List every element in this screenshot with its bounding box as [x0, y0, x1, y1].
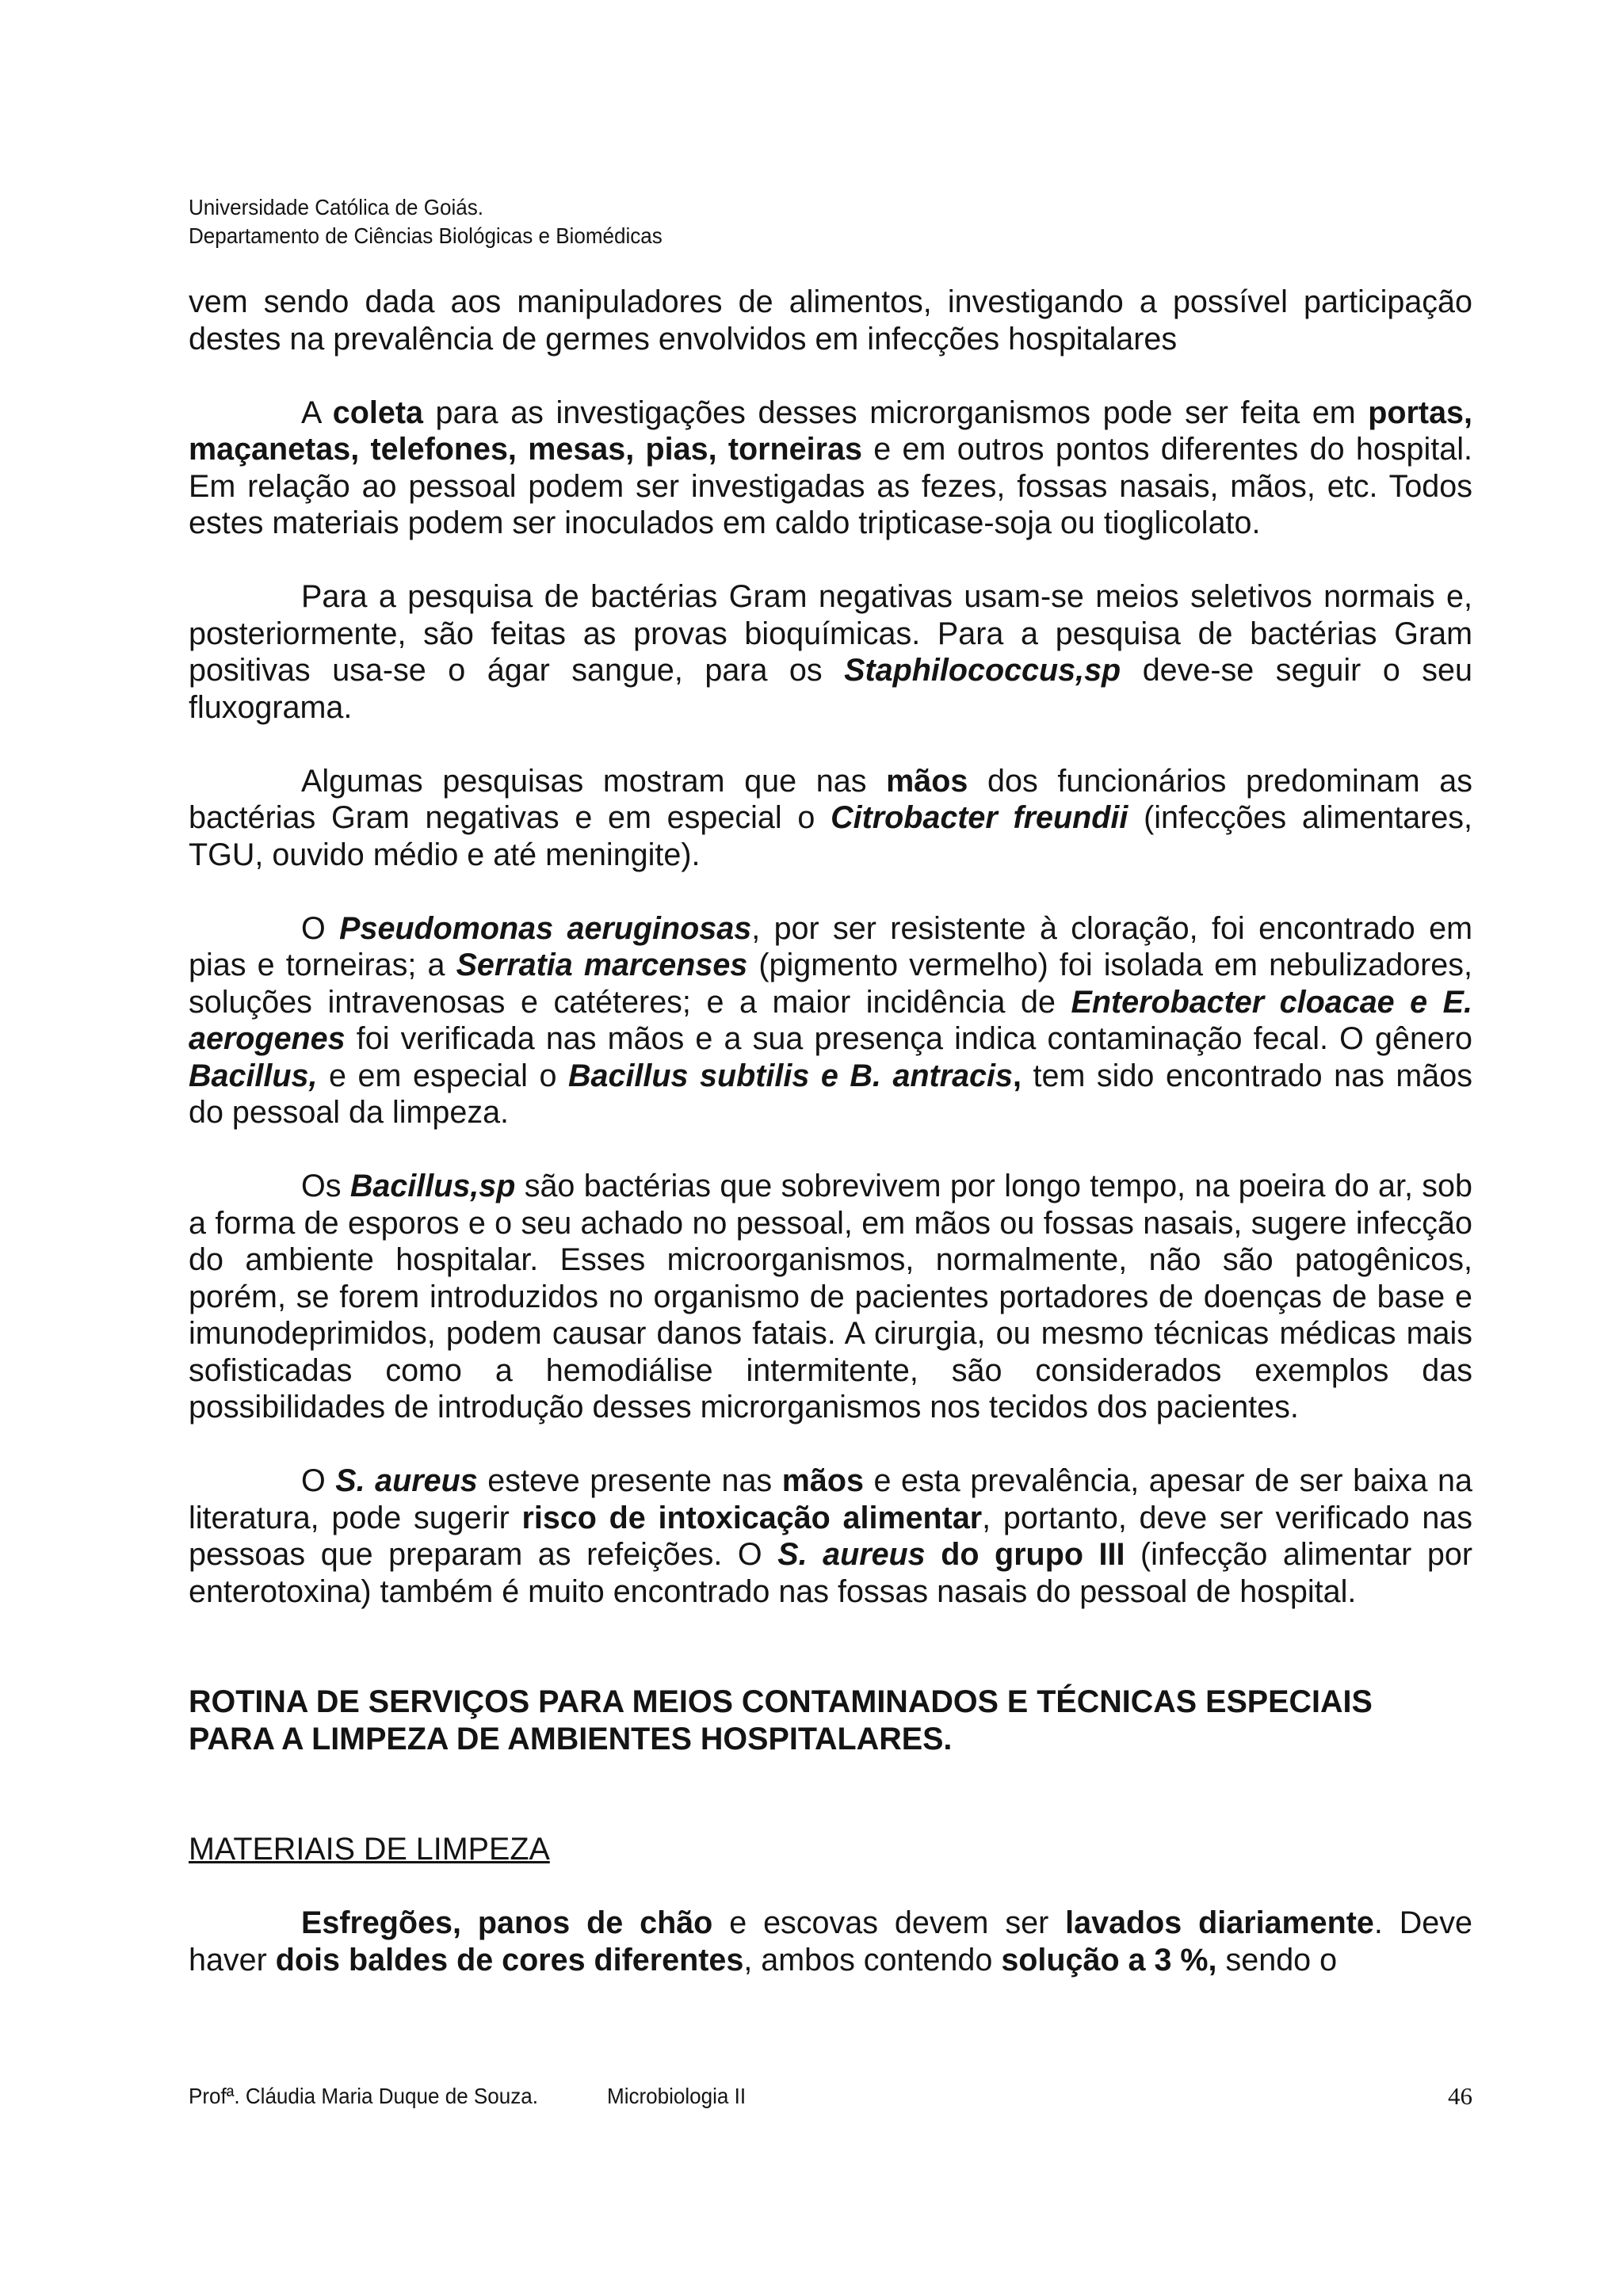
text-run: e esta prevalência, apesar de ser baixa na literatura, pode sugerir	[189, 1463, 1472, 1535]
paragraph-5	[189, 910, 1472, 1131]
bold-run: lavados diariamente	[1065, 1905, 1374, 1940]
text-run: dos funcionários predominam as bactérias Gram negativas e em especial o	[189, 763, 1472, 835]
text-run: e em outros pontos diferentes do hospital. Em relação ao pessoal podem ser investigadas as fezes, fossas nasais, mãos, etc. Todos estes materiais podem ser inoculados em caldo tripticase-soja ou tioglicolato.	[189, 432, 1472, 540]
text-run: Os	[301, 1169, 350, 1203]
spacer	[189, 1647, 1472, 1684]
text-run: e escovas devem ser	[712, 1905, 1066, 1940]
paragraph-3	[189, 578, 1472, 726]
bold-run: risco de intoxicação alimentar	[521, 1500, 983, 1535]
bold-run: mãos	[781, 1463, 864, 1498]
footer-author: Profª. Cláudia Maria Duque de Souza.	[189, 2084, 538, 2108]
bold-run: mãos	[886, 763, 968, 799]
text-run: são bactérias que sobrevivem por longo tempo, na poeira do ar, sob a forma de esporos e o seu achado no pessoal, em mãos ou fossas nasais, sugere infecção do ambiente hospitalar. Esses microorganismos, normalmente, não são patogênicos, porém, se forem introduzidos no organismo de pacientes portadores de doenças de base e imunodeprimidos, podem causar danos fatais. A cirurgia, ou mesmo técnicas médicas mais sofisticadas como a hemodiálise intermitente, são considerados exemplos das possibilidades de introdução desses microrganismos nos tecidos dos pacientes.	[189, 1169, 1472, 1425]
page-header	[189, 193, 663, 250]
species-name: Bacillus subtilis e B. antracis	[568, 1058, 1013, 1093]
text-run: (infecção alimentar por enterotoxina) também é muito encontrado nas fossas nasais do pessoal de hospital.	[189, 1537, 1472, 1609]
document-body	[189, 284, 1472, 2016]
text-run: , por ser resistente à cloração, foi encontrado em pias e torneiras; a	[189, 910, 1472, 982]
species-name: Enterobacter cloacae e E. aerogenes	[189, 984, 1472, 1056]
section-subtitle: MATERIAIS DE LIMPEZA	[189, 1832, 550, 1867]
text-run: deve-se seguir o seu fluxograma.	[189, 653, 1472, 725]
text-run: (pigmento vermelho) foi isolada em nebulizadores, soluções intravenosas e catéteres; e a maior incidência de	[189, 948, 1472, 1020]
text-run: sendo o	[1216, 1942, 1338, 1978]
section-heading	[189, 1684, 1472, 1757]
paragraph-1	[189, 284, 1472, 357]
paragraph-text: vem sendo dada aos manipuladores de alimentos, investigando a possível participação destes na prevalência de germes envolvidos em infecções hospitalares	[189, 284, 1472, 357]
spacer	[189, 1794, 1472, 1832]
species-name: Citrobacter freundii	[831, 800, 1128, 835]
paragraph-7	[189, 1463, 1472, 1610]
bold-run: coleta	[332, 395, 423, 430]
species-name: S. aureus	[335, 1463, 478, 1498]
text-run: Algumas pesquisas mostram que nas	[301, 763, 887, 799]
heading-line: PARA A LIMPEZA DE AMBIENTES HOSPITALARES.	[189, 1721, 953, 1756]
text-run: e em especial o	[317, 1058, 568, 1093]
bold-run: ,	[1012, 1058, 1022, 1093]
bold-run: portas, maçanetas, telefones, mesas, pias, torneiras	[189, 395, 1472, 467]
text-run: O	[301, 910, 340, 946]
footer-course: Microbiologia II	[607, 2084, 747, 2108]
species-name: Staphilococcus,sp	[844, 653, 1121, 688]
page-number: 46	[1448, 2082, 1472, 2110]
institution-name: Universidade Católica de Goiás.	[189, 195, 483, 219]
text-run: esteve presente nas	[477, 1463, 782, 1498]
text-run: O	[301, 1463, 336, 1498]
text-run: A	[301, 395, 333, 430]
text-run: Para a pesquisa de bactérias Gram negativas usam-se meios seletivos normais e, posteriormente, são feitas as provas bioquímicas. Para a pesquisa de bactérias Gram positivas usa-se o ágar sangue, para os	[189, 579, 1472, 688]
paragraph-4	[189, 763, 1472, 874]
species-name: S. aureus	[777, 1537, 926, 1572]
bold-run: solução a 3 %,	[1001, 1942, 1217, 1978]
paragraph-2	[189, 395, 1472, 542]
department-name: Departamento de Ciências Biológicas e Biomédicas	[189, 223, 663, 248]
text-run: (infecções alimentares, TGU, ouvido médio e até meningite).	[189, 800, 1473, 872]
text-run: . Deve haver	[189, 1905, 1472, 1978]
bold-run: do grupo III	[925, 1537, 1125, 1572]
species-name: Bacillus,sp	[349, 1169, 516, 1203]
text-run: foi verificada nas mãos e a sua presença indica contaminação fecal. O gênero	[345, 1021, 1472, 1056]
bold-run: Esfregões, panos de chão	[301, 1905, 713, 1940]
paragraph-6	[189, 1168, 1472, 1426]
text-run: tem sido encontrado nas mãos do pessoal da limpeza.	[189, 1058, 1472, 1130]
paragraph-8	[189, 1905, 1472, 1978]
species-name: Bacillus,	[189, 1058, 318, 1093]
text-run: para as investigações desses microrganismos pode ser feita em	[422, 395, 1369, 430]
species-name: Serratia marcenses	[456, 948, 748, 982]
species-name: Pseudomonas aeruginosas	[339, 910, 752, 946]
text-run: , ambos contendo	[743, 1942, 1002, 1978]
heading-line: ROTINA DE SERVIÇOS PARA MEIOS CONTAMINADOS E TÉCNICAS ESPECIAIS	[189, 1684, 1373, 1719]
text-run: , portanto, deve ser verificado nas pessoas que preparam as refeições. O	[189, 1500, 1473, 1572]
bold-run: dois baldes de cores diferentes	[275, 1942, 744, 1978]
